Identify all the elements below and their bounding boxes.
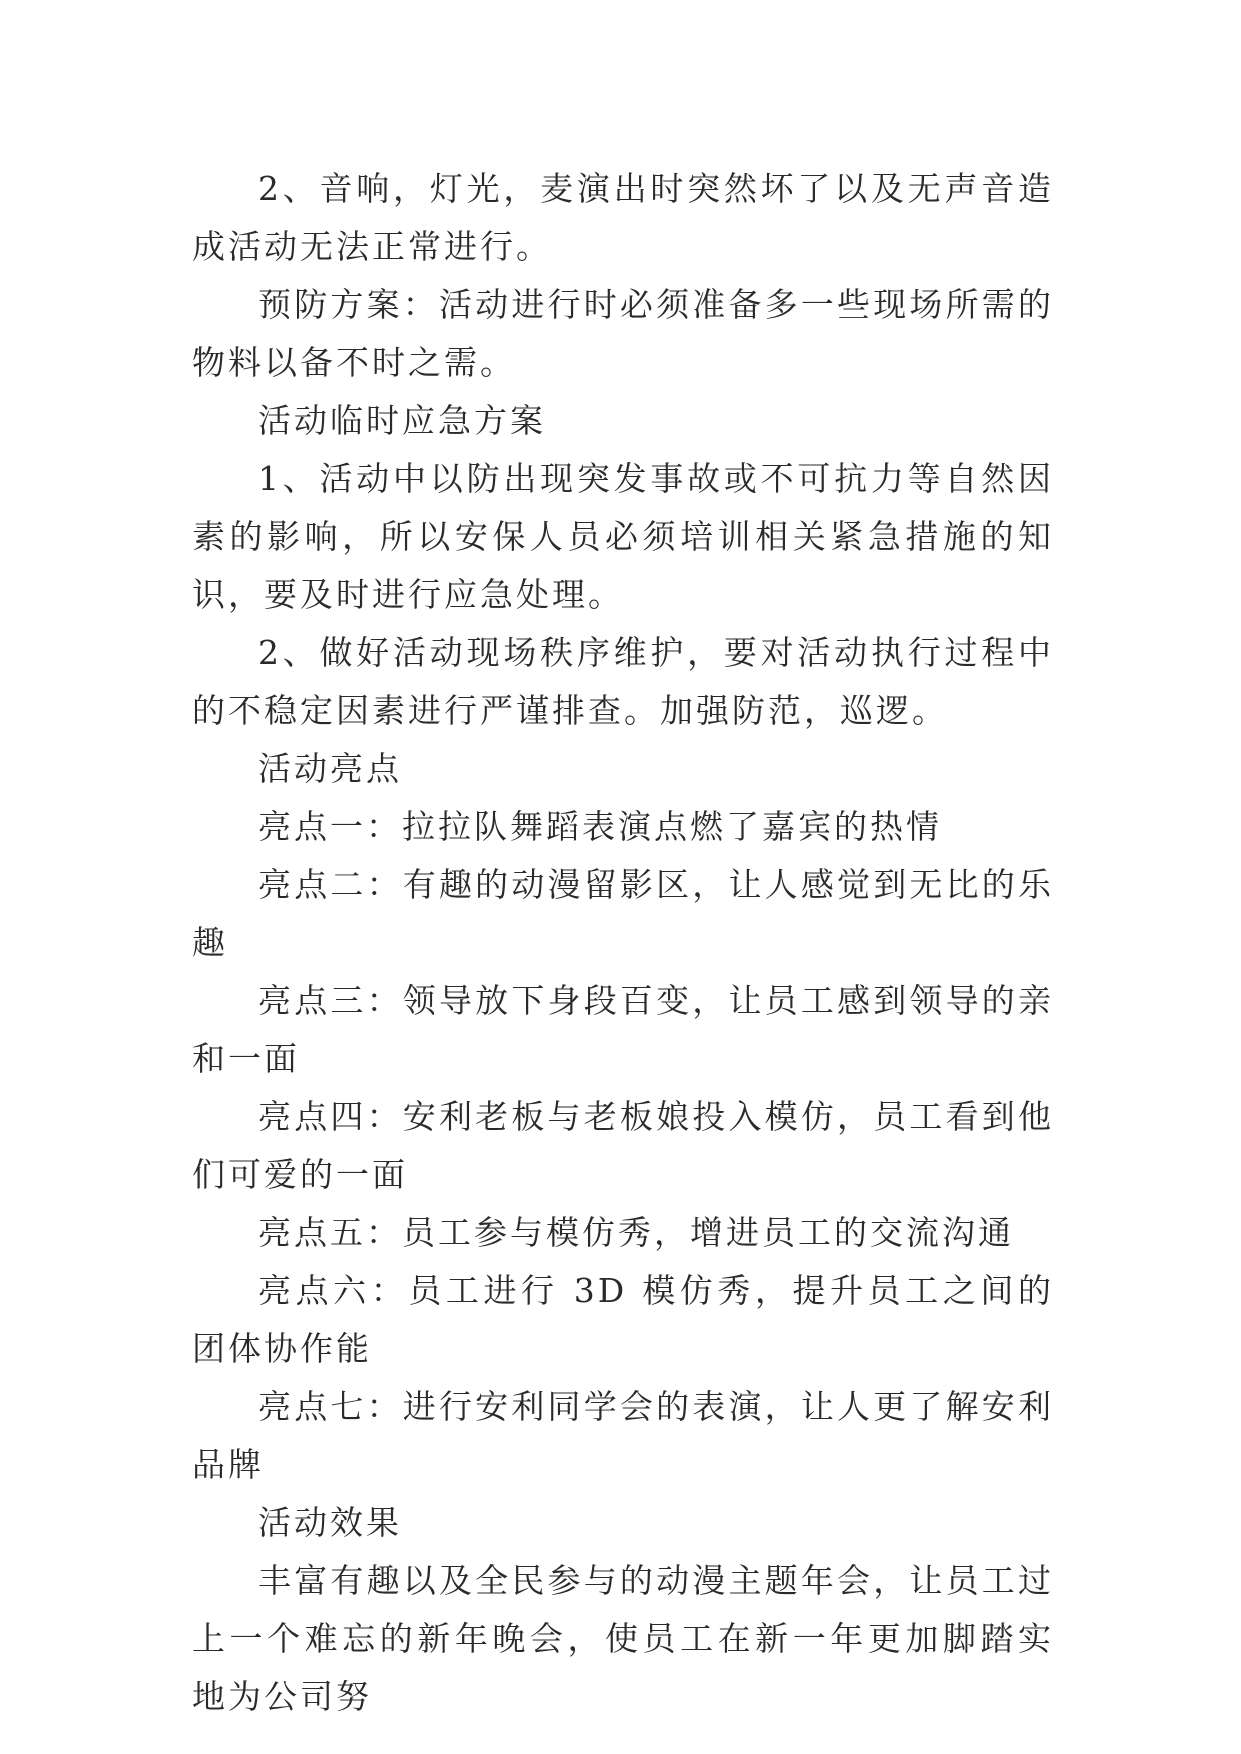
paragraph-effect: 丰富有趣以及全民参与的动漫主题年会，让员工过上一个难忘的新年晚会，使员工在新一年更加脚踏实地为公司努 — [192, 1561, 1054, 1716]
highlight-item-6: 亮点六：员工进行 3D 模仿秀，提升员工之间的团体协作能 — [192, 1271, 1054, 1368]
highlight-item-3: 亮点三：领导放下身段百变，让员工感到领导的亲和一面 — [192, 981, 1054, 1078]
paragraph-prevention-plan: 预防方案：活动进行时必须准备多一些现场所需的物料以备不时之需。 — [192, 285, 1054, 382]
heading-effect: 活动效果 — [258, 1503, 402, 1542]
document-body — [192, 160, 1054, 1726]
paragraph-equipment-failure: 2、音响，灯光，麦演出时突然坏了以及无声音造成活动无法正常进行。 — [192, 169, 1054, 266]
heading-emergency-plan: 活动临时应急方案 — [258, 401, 546, 440]
highlight-item-5: 亮点五：员工参与模仿秀，增进员工的交流沟通 — [258, 1213, 1014, 1252]
highlight-item-2: 亮点二：有趣的动漫留影区，让人感觉到无比的乐趣 — [192, 865, 1054, 962]
paragraph-emergency-item-2: 2、做好活动现场秩序维护，要对活动执行过程中的不稳定因素进行严谨排查。加强防范，巡逻。 — [192, 633, 1054, 730]
paragraph-emergency-item-1: 1、活动中以防出现突发事故或不可抗力等自然因素的影响，所以安保人员必须培训相关紧急措施的知识，要及时进行应急处理。 — [192, 459, 1054, 614]
highlight-item-1: 亮点一：拉拉队舞蹈表演点燃了嘉宾的热情 — [258, 807, 942, 846]
highlight-item-4: 亮点四：安利老板与老板娘投入模仿，员工看到他们可爱的一面 — [192, 1097, 1054, 1194]
heading-highlights: 活动亮点 — [258, 749, 402, 788]
highlight-item-7: 亮点七：进行安利同学会的表演，让人更了解安利品牌 — [192, 1387, 1054, 1484]
